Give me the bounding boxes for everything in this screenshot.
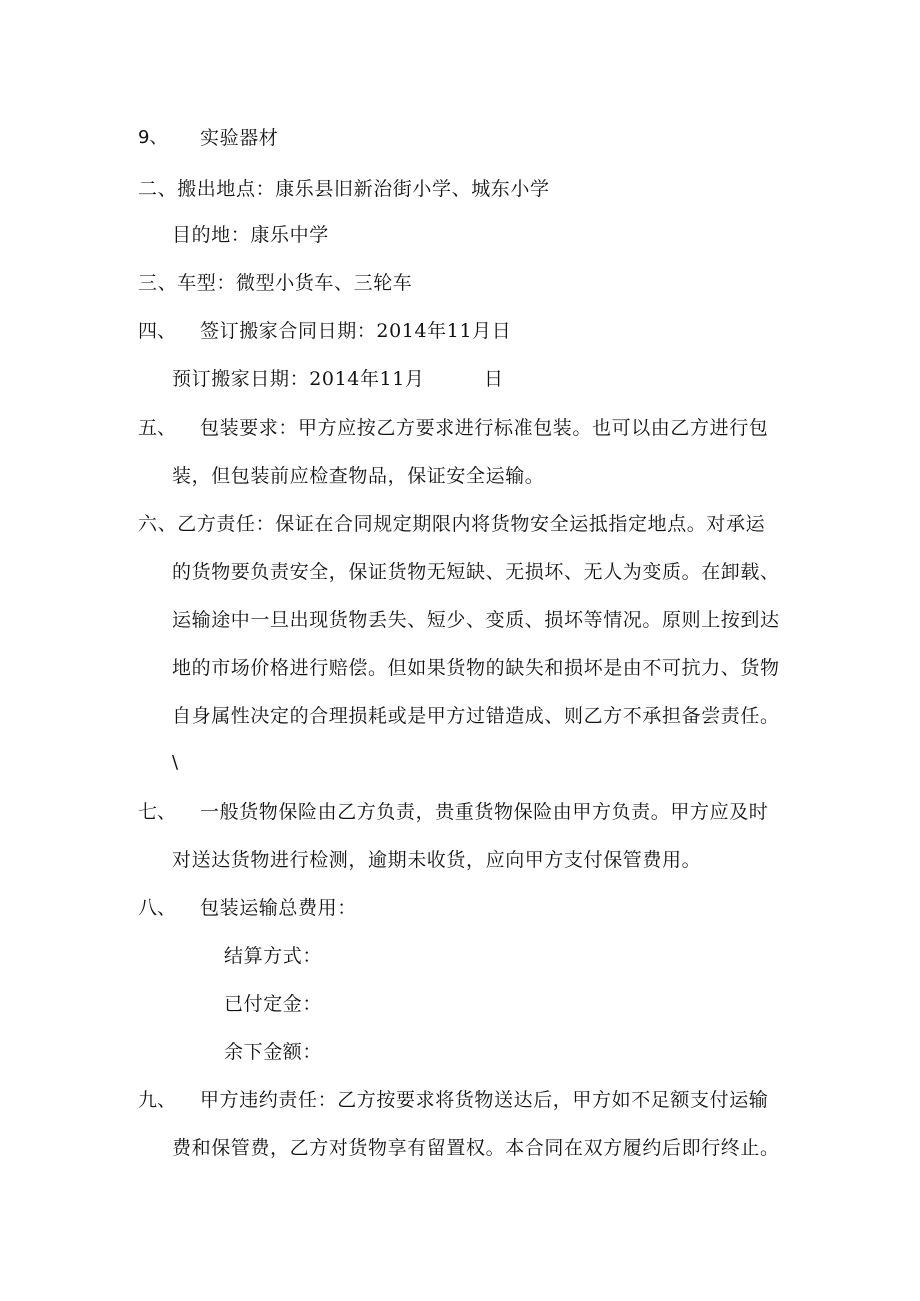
item-text: 自身属性决定的合理损耗或是甲方过错造成、则乙方不承担备尝责任。 <box>172 705 780 727</box>
item-text: 甲方违约责任：乙方按要求将货物送达后，甲方如不足额支付运输 <box>200 1089 769 1111</box>
item-text: 装，但包装前应检查物品，保证安全运输。 <box>172 465 545 487</box>
item-text: 二、搬出地点：康乐县旧新治街小学、城东小学 <box>138 178 550 200</box>
item-marker: 八、 <box>138 897 177 919</box>
item-text: 已付定金： <box>224 993 323 1015</box>
item-text: 结算方式： <box>224 945 323 967</box>
item-text: 签订搬家合同日期：2014年11月日 <box>200 320 512 342</box>
item-text: 费和保管费，乙方对货物享有留置权。本合同在双方履约后即行终止。 <box>172 1137 780 1159</box>
item-text: 实验器材 <box>200 127 279 149</box>
item-text: 预订搬家日期：2014年11月 <box>172 368 425 390</box>
item-text: 目的地：康乐中学 <box>172 224 329 246</box>
item-text: 地的市场价格进行赔偿。但如果货物的缺失和损坏是由不可抗力、货物 <box>172 657 780 679</box>
item-marker: 九、 <box>138 1089 177 1111</box>
item-text: 余下金额： <box>224 1041 323 1063</box>
item-text-tail: 日 <box>484 368 504 390</box>
item-marker: 五、 <box>138 417 177 439</box>
item-marker: 四、 <box>138 320 177 342</box>
item-marker: 9、 <box>138 127 168 148</box>
item-text: 一般货物保险由乙方负责，贵重货物保险由甲方负责。甲方应及时 <box>200 801 769 823</box>
item-text: 对送达货物进行检测，逾期未收货，应向甲方支付保管费用。 <box>172 849 702 871</box>
item-marker: 七、 <box>138 801 177 823</box>
item-text: 的货物要负责安全，保证货物无短缺、无损坏、无人为变质。在卸载、 <box>172 561 780 583</box>
item-text: 运输途中一旦出现货物丢失、短少、变质、损坏等情况。原则上按到达 <box>172 609 780 631</box>
item-text: 包装运输总费用： <box>200 897 357 919</box>
item-text: 六、乙方责任：保证在合同规定期限内将货物安全运抵指定地点。对承运 <box>138 513 766 535</box>
item-text: \ <box>172 752 179 773</box>
item-text: 包装要求：甲方应按乙方要求进行标准包装。也可以由乙方进行包 <box>200 417 769 439</box>
item-text: 三、车型：微型小货车、三轮车 <box>138 272 413 294</box>
